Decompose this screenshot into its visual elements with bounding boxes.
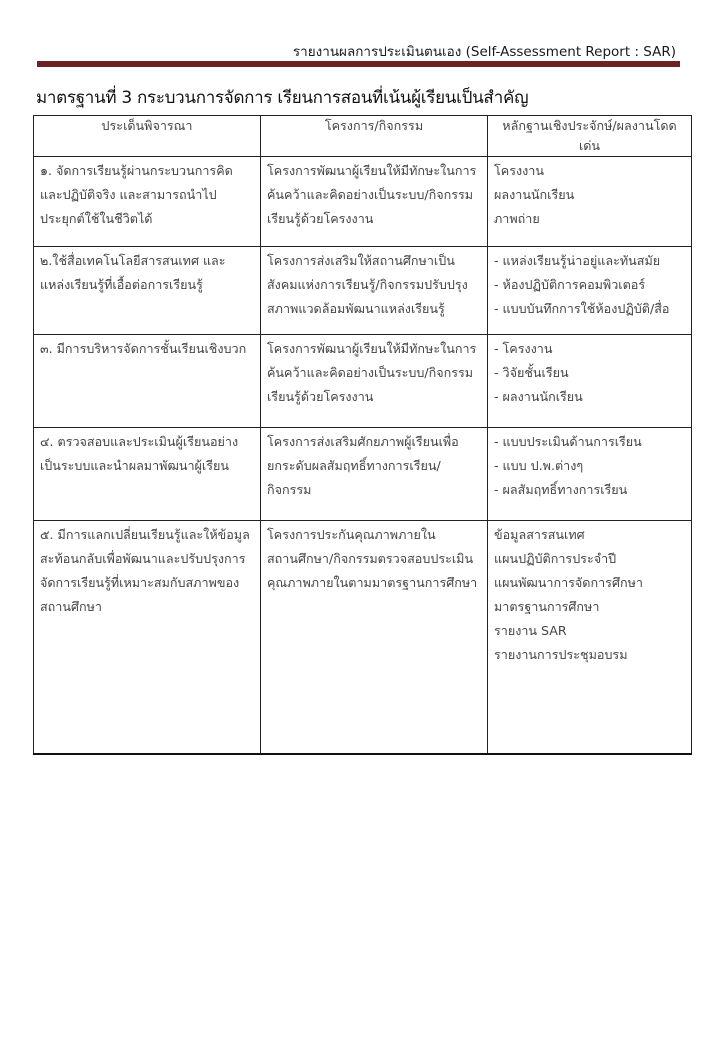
issue-line: ๔. ตรวจสอบและประเมินผู้เรียนอย่าง [40, 434, 239, 449]
issue-line: และปฏิบัติจริง และสามารถนำไป [40, 187, 217, 202]
standard-title: มาตรฐานที่ 3 กระบวนการจัดการ เรียนการสอนที่เน้นผู้เรียนเป็นสำคัญ [36, 88, 529, 108]
evidence-cell [488, 335, 692, 428]
evidence-line: - โครงงาน [494, 341, 553, 356]
project-line: กิจกรรม [267, 482, 312, 497]
issue-line: ๓. มีการบริหารจัดการชั้นเรียนเชิงบวก [40, 341, 247, 356]
issue-cell [34, 335, 261, 428]
project-line: สภาพแวดล้อมพัฒนาแหล่งเรียนรู้ [267, 301, 445, 316]
issue-cell [34, 521, 261, 755]
project-cell [261, 521, 488, 755]
issue-line: สะท้อนกลับเพื่อพัฒนาและปรับปรุงการ [40, 551, 246, 566]
issue-line: ๒.ใช้สื่อเทคโนโลยีสารสนเทศ และ [40, 253, 226, 268]
evidence-cell [488, 247, 692, 335]
table-row [34, 335, 692, 428]
table-row [34, 521, 692, 755]
evidence-cell [488, 521, 692, 755]
project-line: โครงการประกันคุณภาพภายใน [267, 527, 436, 542]
issue-line: เป็นระบบและนำผลมาพัฒนาผู้เรียน [40, 458, 229, 473]
project-line: เรียนรู้ด้วยโครงงาน [267, 389, 374, 404]
standard-table [33, 115, 692, 755]
issue-cell [34, 157, 261, 247]
issue-line: ๑. จัดการเรียนรู้ผ่านกระบวนการคิด [40, 163, 233, 178]
evidence-line: แผนปฏิบัติการประจำปี [494, 551, 617, 566]
evidence-line: - วิจัยชั้นเรียน [494, 365, 569, 380]
project-line: ยกระดับผลสัมฤทธิ์ทางการเรียน/ [267, 458, 441, 473]
project-cell [261, 428, 488, 521]
evidence-line: - ผลงานนักเรียน [494, 389, 583, 404]
project-line: สถานศึกษา/กิจกรรมตรวจสอบประเมิน [267, 551, 474, 566]
project-cell [261, 335, 488, 428]
project-line: ค้นคว้าและคิดอย่างเป็นระบบ/กิจกรรม [267, 365, 474, 380]
evidence-line: - ห้องปฏิบัติการคอมพิวเตอร์ [494, 277, 646, 292]
header-project: โครงการ/กิจกรรม [261, 116, 488, 157]
project-line: เรียนรู้ด้วยโครงงาน [267, 211, 374, 226]
evidence-line: ภาพถ่าย [494, 211, 540, 226]
project-line: โครงการส่งเสริมให้สถานศึกษาเป็น [267, 253, 455, 268]
project-line: สังคมแห่งการเรียนรู้/กิจกรรมปรับปรุง [267, 277, 468, 292]
issue-line: ประยุกต์ใช้ในชีวิตได้ [40, 211, 153, 226]
evidence-line: โครงงาน [494, 163, 544, 178]
issue-line: ๕. มีการแลกเปลี่ยนเรียนรู้และให้ข้อมูล [40, 527, 250, 542]
evidence-cell [488, 157, 692, 247]
table-row [34, 157, 692, 247]
table-row [34, 428, 692, 521]
evidence-line: แผนพัฒนาการจัดการศึกษา [494, 575, 643, 590]
issue-line: สถานศึกษา [40, 599, 102, 614]
project-line: คุณภาพภายในตามมาตรฐานการศึกษา [267, 575, 478, 590]
header-issue: ประเด็นพิจารณา [34, 116, 261, 157]
header-divider-bar [37, 61, 680, 67]
table-header-row [34, 116, 692, 157]
project-line: โครงการพัฒนาผู้เรียนให้มีทักษะในการ [267, 341, 477, 356]
evidence-line: รายงาน SAR [494, 623, 567, 638]
issue-cell [34, 428, 261, 521]
project-line: โครงการพัฒนาผู้เรียนให้มีทักษะในการ [267, 163, 477, 178]
project-cell [261, 247, 488, 335]
issue-cell [34, 247, 261, 335]
evidence-line: - แบบประเมินด้านการเรียน [494, 434, 642, 449]
evidence-line: - แบบ ป.พ.ต่างๆ [494, 458, 584, 473]
project-line: โครงการส่งเสริมศักยภาพผู้เรียนเพื่อ [267, 434, 459, 449]
evidence-cell [488, 428, 692, 521]
issue-line: แหล่งเรียนรู้ที่เอื้อต่อการเรียนรู้ [40, 277, 203, 292]
header-evidence: หลักฐานเชิงประจักษ์/ผลงานโดดเด่น [488, 116, 692, 157]
evidence-line: รายงานการประชุมอบรม [494, 647, 628, 662]
issue-line: จัดการเรียนรู้ที่เหมาะสมกับสภาพของ [40, 575, 240, 590]
table-row [34, 247, 692, 335]
evidence-line: ผลงานนักเรียน [494, 187, 575, 202]
evidence-line: - ผลสัมฤทธิ์ทางการเรียน [494, 482, 628, 497]
evidence-line: - แหล่งเรียนรู้น่าอยู่และทันสมัย [494, 253, 661, 268]
evidence-line: มาตรฐานการศึกษา [494, 599, 600, 614]
project-line: ค้นคว้าและคิดอย่างเป็นระบบ/กิจกรรม [267, 187, 474, 202]
report-header-title: รายงานผลการประเมินตนเอง (Self-Assessment Report : SAR) [292, 44, 676, 60]
project-cell [261, 157, 488, 247]
evidence-line: ข้อมูลสารสนเทศ [494, 527, 585, 542]
evidence-line: - แบบบันทึกการใช้ห้องปฏิบัติ/สื่อ [494, 301, 670, 316]
